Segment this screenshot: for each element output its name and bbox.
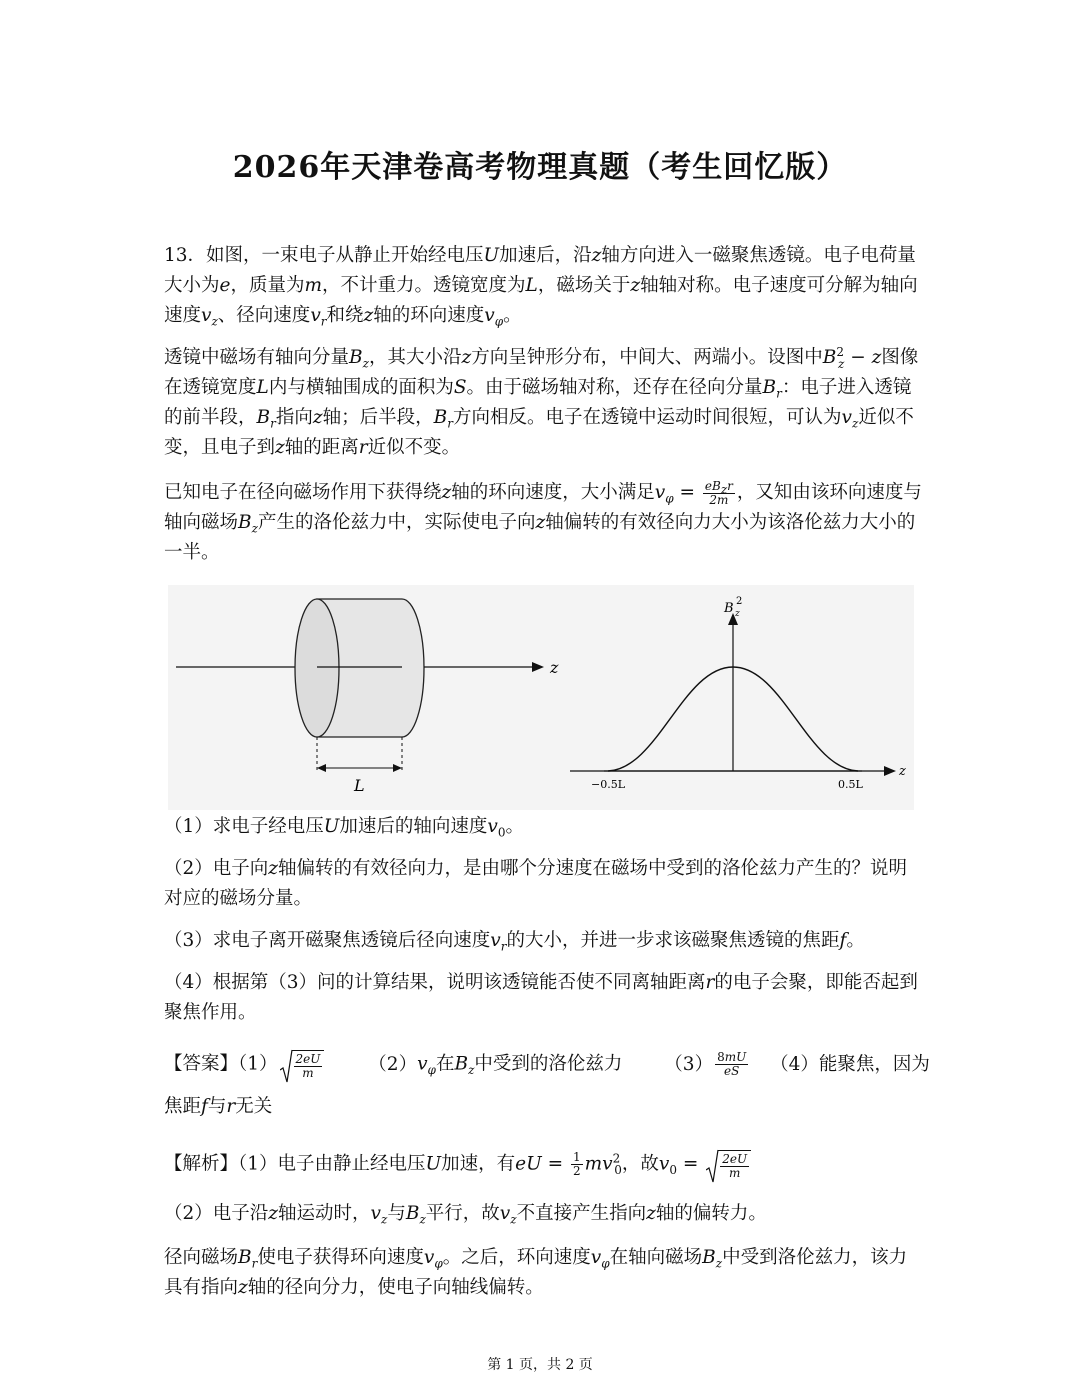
tick-label-right: 0.5L [838,778,863,791]
problem-known-conditions: 已知电子在径向磁场作用下获得绕z轴的环向速度，大小满足$v_\varphi$ = $\frac{eB_zr}{2m}$ ，又知由该环向速度与轴向磁场$B_z$产生的洛伦兹力中，实际使电子向z轴偏转的有效径向力大小为该洛伦兹力大小的一半。 [164,478,922,563]
answer-1-sqrt: $\frac{2eU}{m}$ [280,1048,325,1081]
problem-intro: 13．如图，一束电子从静止开始经电压U加速后，沿z轴方向进入一磁聚焦透镜。电子电荷量大小为e，质量为m，不计重力。透镜宽度为L，磁场关于z轴轴对称。电子速度可分解为轴向速度$v_z$、径向速度$v_r$和绕z轴的环向速度$v_\varphi$。 [164,245,918,329]
lens-figure [168,585,914,810]
answer-3-fraction: $\frac{8mU}{eS}$ [717,1050,747,1078]
figure-background [168,585,914,810]
analysis-step-3: 径向磁场$B_r$使电子获得环向速度$v_\varphi$。之后，环向速度$v_\varphi$在轴向磁场$B_z$中受到洛伦兹力，该力具有指向z轴的径向分力，使电子向轴线偏转。 [164,1247,908,1298]
analysis-label: 【解析】 [164,1153,239,1175]
analysis-step-1: 【解析】（1）电子由静止经电压U加速，有eU = $\frac{1}{2}$ $mv^2_0$，故$v_0$ = $\frac{2eU}{m}$ [164,1148,753,1181]
answer-line-2: 焦距f与r无关 [164,1096,273,1117]
v-phi-fraction: $\frac{eB_zr}{2m}$ [704,478,733,507]
answer-label: 【答案】 [164,1053,239,1075]
question-4: （4）根据第（3）问的计算结果，说明该透镜能否使不同离轴距离r的电子会聚，即能否起到聚焦作用。 [164,972,918,1023]
analysis-step-2: （2）电子沿z轴运动时，$v_z$与$B_z$平行，故$v_z$不直接产生指向z轴的偏转力。 [164,1203,767,1227]
problem-field-description: 透镜中磁场有轴向分量$B_z$，其大小沿z方向呈钟形分布，中间大、两端小。设图中$B^2_z - z$图像在透镜宽度L内与横轴围成的面积为S。由于磁场轴对称，还存在径向分量$B_r$：电子进入透镜的前半段，$B_r$指向z轴；后半段，$B_r$方向相反。电子在透镜中运动时间很短，可认为$v_z$近似不变，且电子到z轴的距离r近似不变。 [164,344,919,458]
left-z-label: z [550,658,559,677]
answer-line-1: 【答案】（1） $\frac{2eU}{m}$ $(2)v_\varphi$在$B_z$中受到的洛伦兹力 （3） $\frac{8mU}{eS}$ （4）能聚焦，因为 [164,1048,930,1081]
bz-axis-sup: 2 [736,596,743,607]
right-z-label: z [899,764,906,779]
question-3: （3）求电子离开磁聚焦透镜后径向速度$v_r$的大小，并进一步求该磁聚焦透镜的焦距f。 [164,930,865,954]
page-footer: 第 1 页，共 2 页 [487,1357,593,1373]
lens-front-face [295,599,339,737]
page-title: 2026年天津卷高考物理真题（考生回忆版） [232,150,848,185]
width-label: L [354,776,365,795]
question-1: （1）求电子经电压U加速后的轴向速度$v_0$。 [164,816,524,840]
tick-label-left: −0.5L [591,778,626,791]
bz-axis-label: B [724,601,734,616]
bz-axis-sub: z [735,609,740,619]
analysis-v0-sqrt: $\frac{2eU}{m}$ [706,1148,751,1181]
question-2: （2）电子向z轴偏转的有效径向力，是由哪个分速度在磁场中受到的洛伦兹力产生的？说明对应的磁场分量。 [164,858,908,909]
